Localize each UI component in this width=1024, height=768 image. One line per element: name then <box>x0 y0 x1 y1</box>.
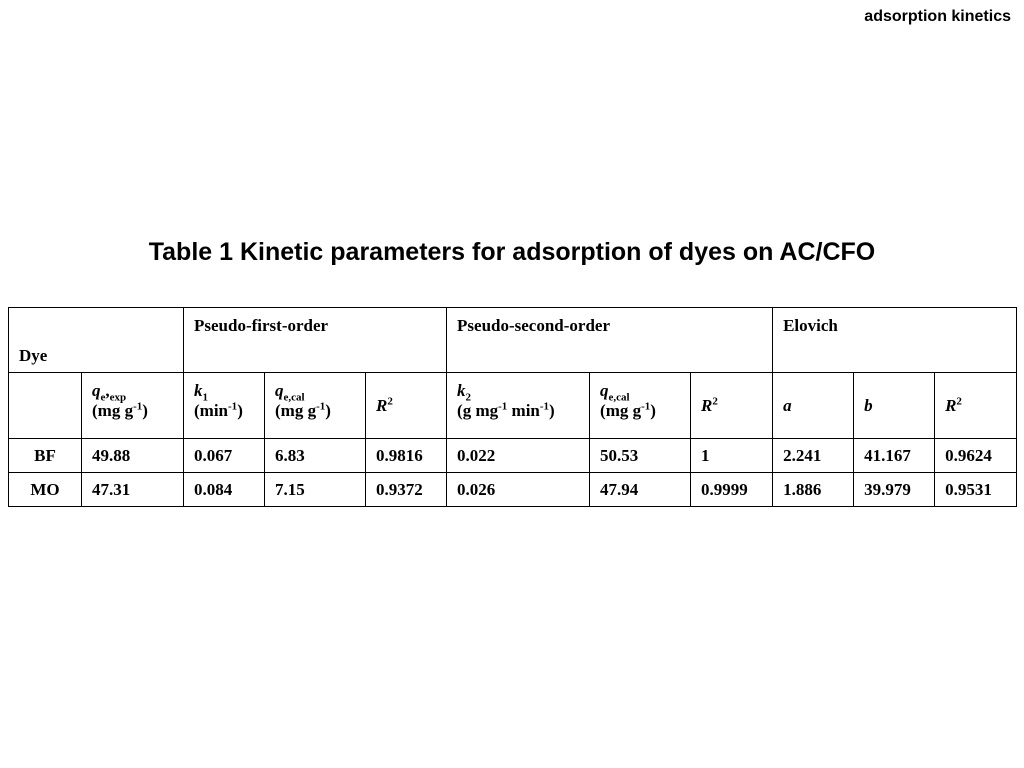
qe-cal-pfo-cell: 6.83 <box>265 439 366 473</box>
col-header-k1: $k_1$ $(\min^{-1})$ <box>184 373 265 439</box>
qe-exp-cell: 49.88 <box>82 439 184 473</box>
r2-pfo-cell: 0.9372 <box>366 473 447 507</box>
col-header-qe-exp: $q_e,_{exp}$ (mg $g^{-1}$) <box>82 373 184 439</box>
b-cell: 41.167 <box>854 439 935 473</box>
kinetic-parameters-table <box>8 307 1017 507</box>
group-pseudo-second-order: Pseudo-second-order <box>447 308 773 373</box>
r2-pso-cell: 1 <box>691 439 773 473</box>
b-cell: 39.979 <box>854 473 935 507</box>
col-header-r2-pso: $R^2$ <box>691 373 773 439</box>
col-header-qe-cal-pfo: $q_{e,cal}$ (mg $g^{-1}$) <box>265 373 366 439</box>
qe-exp-cell: 47.31 <box>82 473 184 507</box>
qe-cal-pfo-cell: 7.15 <box>265 473 366 507</box>
group-pseudo-first-order: Pseudo-first-order <box>184 308 447 373</box>
table-row <box>9 473 1017 507</box>
k1-cell: 0.084 <box>184 473 265 507</box>
r2-elovich-cell: 0.9624 <box>935 439 1017 473</box>
col-header-b: b <box>854 373 935 439</box>
col-header-qe-cal-pso: $q_{e,cal}$ (mg $g^{-1}$) <box>590 373 691 439</box>
col-header-a: a <box>773 373 854 439</box>
table-title: Table 1 Kinetic parameters for adsorption of dyes on AC/CFO <box>148 238 876 266</box>
qe-cal-pso-cell: 47.94 <box>590 473 691 507</box>
k2-cell: 0.026 <box>447 473 590 507</box>
corner-label: adsorption kinetics <box>864 8 1011 25</box>
dye-header: Dye <box>9 308 184 373</box>
a-cell: 2.241 <box>773 439 854 473</box>
dye-name-cell: BF <box>9 439 82 473</box>
r2-elovich-cell: 0.9531 <box>935 473 1017 507</box>
header-row-parameters <box>9 373 1017 439</box>
r2-pso-cell: 0.9999 <box>691 473 773 507</box>
col-header-k2: $k_2$ (g $mg^{-1}$ $\min^{-1}$) <box>447 373 590 439</box>
k2-cell: 0.022 <box>447 439 590 473</box>
dye-name-cell: MO <box>9 473 82 507</box>
a-cell: 1.886 <box>773 473 854 507</box>
col-header-r2-pfo: $R^2$ <box>366 373 447 439</box>
header-row-groups <box>9 308 1017 373</box>
k1-cell: 0.067 <box>184 439 265 473</box>
group-elovich: Elovich <box>773 308 1017 373</box>
empty-header-cell <box>9 373 82 439</box>
qe-cal-pso-cell: 50.53 <box>590 439 691 473</box>
col-header-r2-elovich: $R^2$ <box>935 373 1017 439</box>
table-row <box>9 439 1017 473</box>
r2-pfo-cell: 0.9816 <box>366 439 447 473</box>
